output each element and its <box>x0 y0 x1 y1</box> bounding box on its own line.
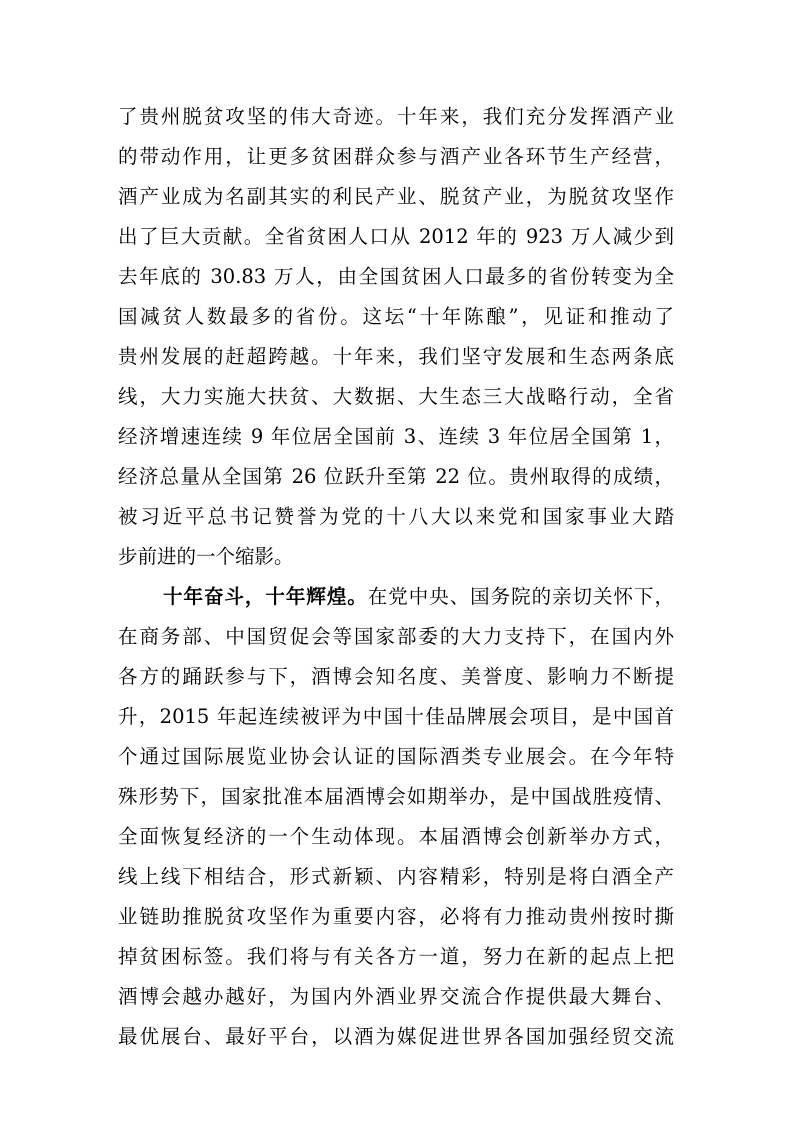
paragraph-2-line: 在商务部、中国贸促会等国家部委的大力支持下，在国内外 <box>118 625 674 648</box>
paragraph-1-line: 国减贫人数最多的省份。这坛“十年陈酿”，见证和推动了 <box>118 305 674 328</box>
paragraph-2-line: 酒博会越办越好，为国内外酒业界交流合作提供最大舞台、 <box>118 985 674 1008</box>
paragraph-2-line: 业链助推脱贫攻坚作为重要内容，必将有力推动贵州按时撕 <box>118 905 674 928</box>
paragraph-2-first-line <box>163 580 674 614</box>
paragraph-2-line: 线上线下相结合，形式新颖、内容精彩，特别是将白酒全产 <box>118 865 674 888</box>
paragraph-1-line: 酒产业成为名副其实的利民产业、脱贫产业，为脱贫攻坚作 <box>118 185 674 208</box>
paragraph-1-line: 去年底的 30.83 万人，由全国贫困人口最多的省份转变为全 <box>118 265 674 288</box>
paragraph-2-line: 殊形势下，国家批准本届酒博会如期举办，是中国战胜疫情、 <box>118 785 674 808</box>
paragraph-2-line: 个通过国际展览业协会认证的国际酒类专业展会。在今年特 <box>118 745 674 768</box>
paragraph-1-line: 出了巨大贡献。全省贫困人口从 2012 年的 923 万人减少到 <box>118 225 674 248</box>
section-heading: 十年奋斗，十年辉煌。 <box>163 585 368 608</box>
paragraph-1-line: 贵州发展的赶超跨越。十年来，我们坚守发展和生态两条底 <box>118 345 674 368</box>
paragraph-1-line: 步前进的一个缩影。 <box>118 545 294 568</box>
paragraph-1-line: 的带动作用，让更多贫困群众参与酒产业各环节生产经营， <box>118 145 674 168</box>
paragraph-2-line: 各方的踊跃参与下，酒博会知名度、美誉度、影响力不断提 <box>118 665 674 688</box>
paragraph-2-line: 全面恢复经济的一个生动体现。本届酒博会创新举办方式， <box>118 825 674 848</box>
paragraph-2-first-line-text: 在党中央、国务院的亲切关怀下， <box>367 585 674 608</box>
paragraph-2-line: 掉贫困标签。我们将与有关各方一道，努力在新的起点上把 <box>118 945 674 968</box>
paragraph-1-line: 经济总量从全国第 26 位跃升至第 22 位。贵州取得的成绩， <box>118 465 674 488</box>
paragraph-1-line: 线，大力实施大扶贫、大数据、大生态三大战略行动，全省 <box>118 385 674 408</box>
paragraph-2-line: 最优展台、最好平台，以酒为媒促进世界各国加强经贸交流 <box>118 1025 674 1048</box>
paragraph-1-line: 了贵州脱贫攻坚的伟大奇迹。十年来，我们充分发挥酒产业 <box>118 105 674 128</box>
paragraph-1-line: 被习近平总书记赞誉为党的十八大以来党和国家事业大踏 <box>118 505 674 528</box>
paragraph-2-line: 升，2015 年起连续被评为中国十佳品牌展会项目，是中国首 <box>118 705 674 728</box>
paragraph-1-line: 经济增速连续 9 年位居全国前 3、连续 3 年位居全国第 1， <box>118 425 674 448</box>
